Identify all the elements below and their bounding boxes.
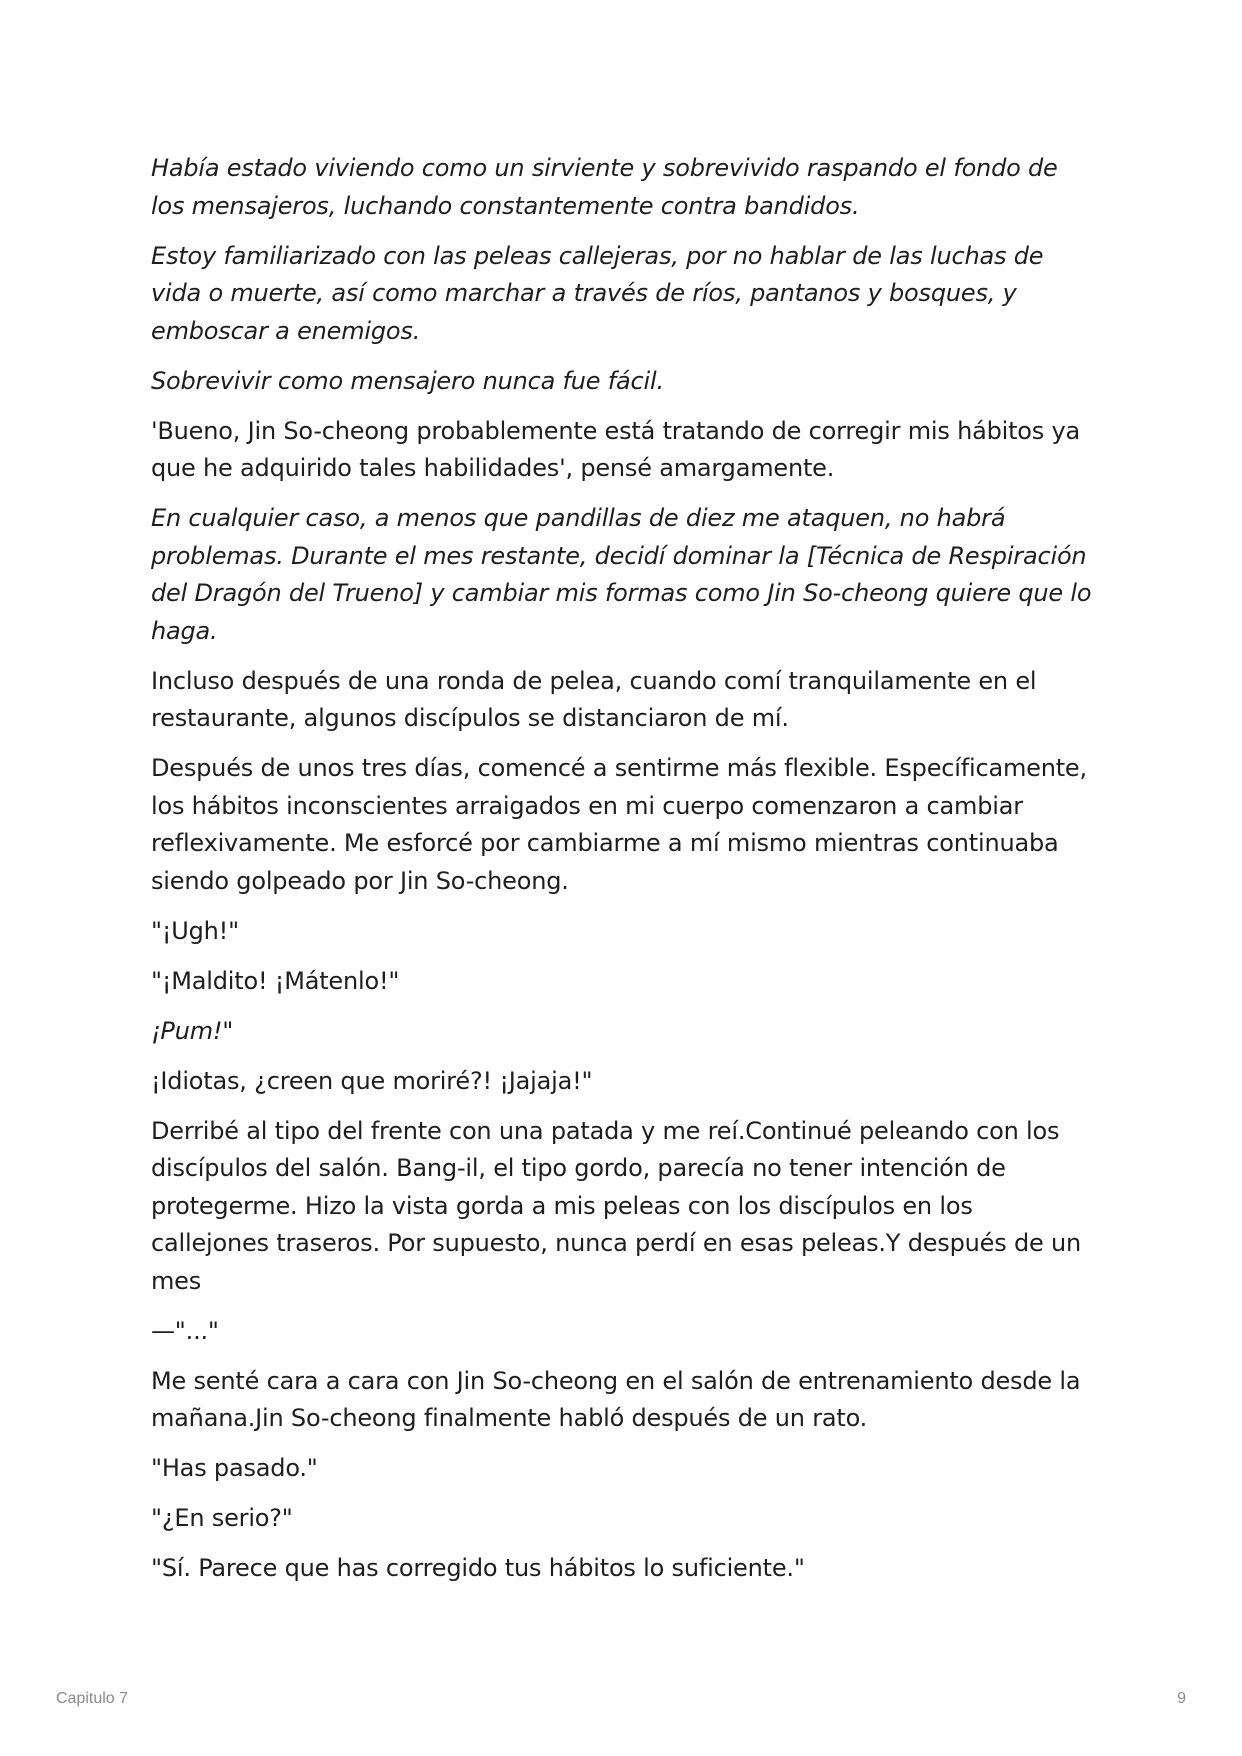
footer-page-number: 9 <box>1177 1690 1186 1707</box>
paragraph: Sobrevivir como mensajero nunca fue fácil. <box>151 366 664 395</box>
dialogue-line: "Sí. Parece que has corregido tus hábitos lo suficiente." <box>151 1554 805 1582</box>
dialogue-line: ¡Pum!" <box>151 1016 234 1045</box>
paragraph: Incluso después de una ronda de pelea, cuando comí tranquilamente en el restaurante, algunos discípulos se distanciaron de mí. <box>151 666 1037 732</box>
dialogue-line: "Has pasado." <box>151 1454 318 1482</box>
paragraph: En cualquier caso, a menos que pandillas de diez me ataquen, no habrá problemas. Durante el mes restante, decidí dominar la [Técnica de Respiración del Dragón del Trueno] y cambiar mis formas como Jin So-cheong quiere que lo haga. <box>151 504 1092 645</box>
paragraph: Estoy familiarizado con las peleas callejeras, por no hablar de las luchas de vida o muerte, así como marchar a través de ríos, pantanos y bosques, y emboscar a enemigos. <box>151 241 1044 345</box>
dialogue-line: "¡Ugh!" <box>151 916 239 945</box>
dialogue-line: ¡Idiotas, ¿creen que moriré?! ¡Jajaja!" <box>151 1066 593 1095</box>
paragraph: Después de unos tres días, comencé a sentirme más flexible. Específicamente, los hábitos inconscientes arraigados en mi cuerpo comenzaron a cambiar reflexivamente. Me esforcé por cambiarme a mí mismo mientras continuaba siendo golpeado por Jin So-cheong. <box>151 754 1087 895</box>
dialogue-line: "¿En serio?" <box>151 1504 293 1532</box>
paragraph: Derribé al tipo del frente con una patada y me reí.Continué peleando con los discípulos del salón. Bang-il, el tipo gordo, parecía no tener intención de protegerme. Hizo la vista gorda a mis peleas con los discípulos en los callejones traseros. Por supuesto, nunca perdí en esas peleas.Y después de un mes <box>151 1116 1081 1295</box>
paragraph: Había estado viviendo como un sirviente y sobrevivido raspando el fondo de los mensajeros, luchando constantemente contra bandidos. <box>151 154 1058 220</box>
page-body <box>151 150 1096 1600</box>
footer-chapter-label: Capitulo 7 <box>56 1690 129 1707</box>
paragraph: 'Bueno, Jin So-cheong probablemente está tratando de corregir mis hábitos ya que he adquirido tales habilidades', pensé amargamente. <box>151 416 1081 482</box>
paragraph: Me senté cara a cara con Jin So-cheong en el salón de entrenamiento desde la mañana.Jin So-cheong finalmente habló después de un rato. <box>151 1366 1081 1432</box>
dialogue-line: "¡Maldito! ¡Mátenlo!" <box>151 966 400 995</box>
dialogue-line: —"..." <box>151 1316 219 1345</box>
